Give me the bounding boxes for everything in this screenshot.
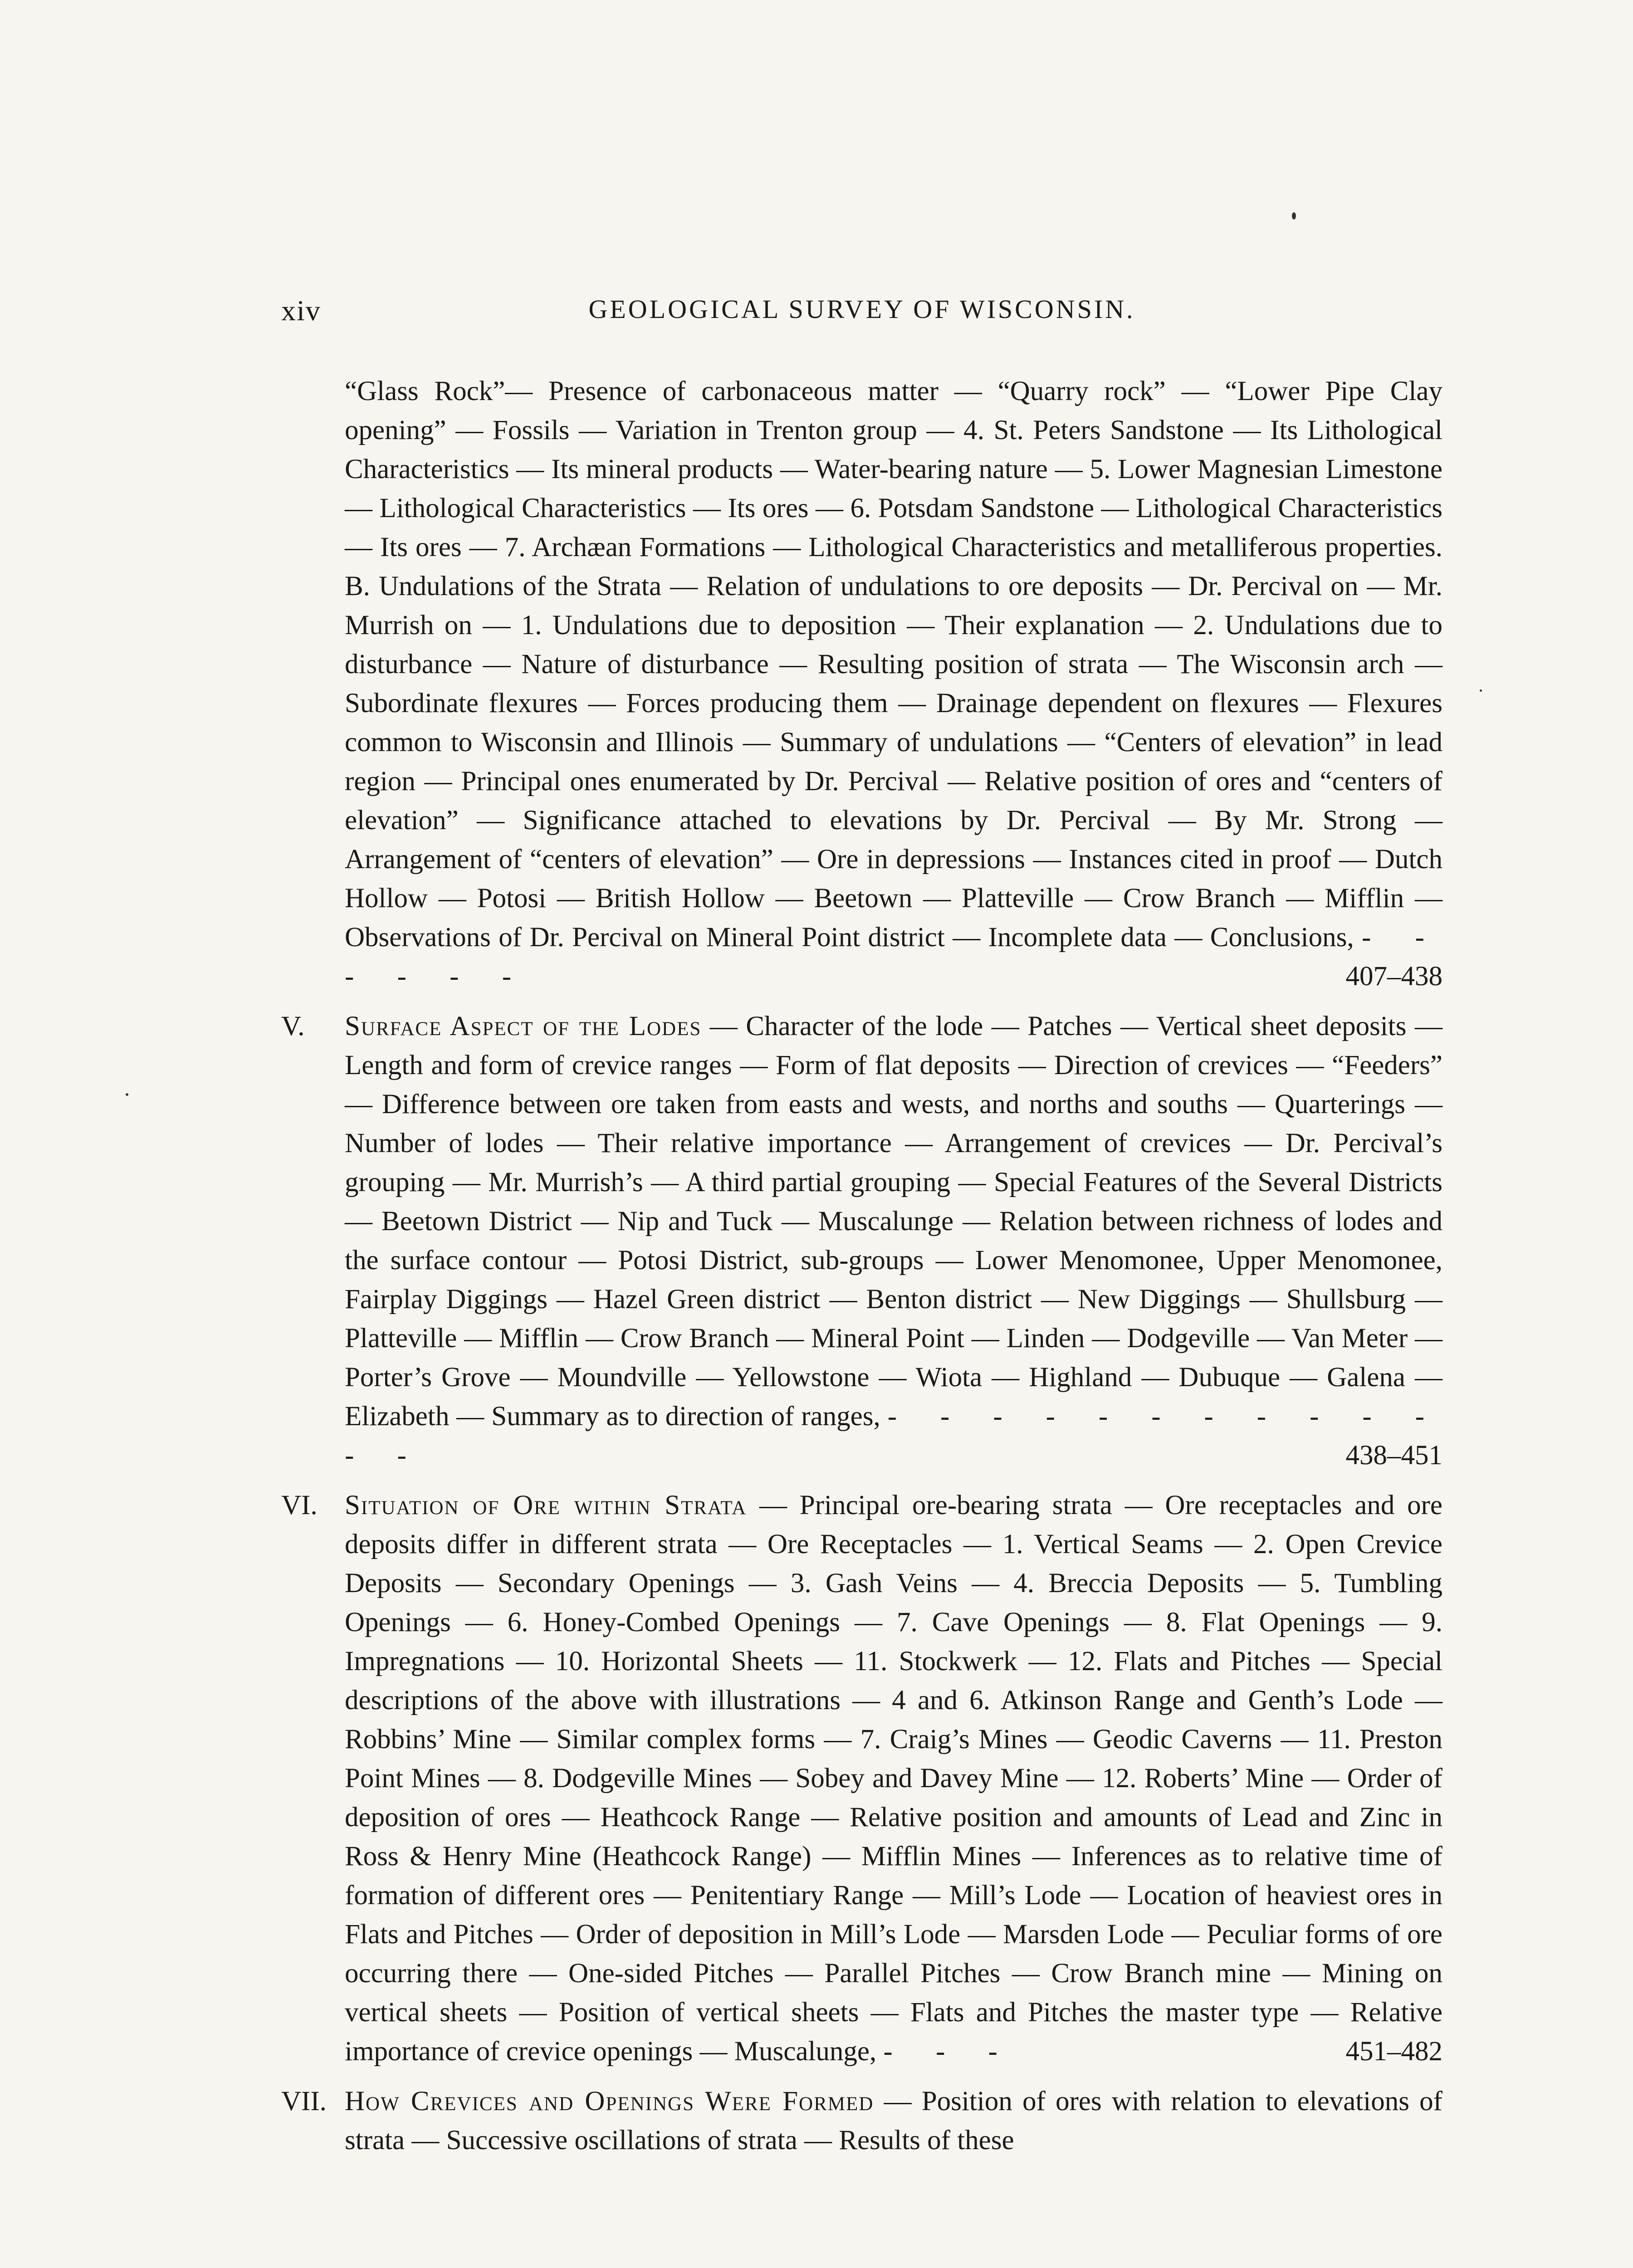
section-entry-v [281,1007,1442,1475]
section-numeral: VII. [281,2086,327,2116]
entry-text: — Character of the lode — Patches — Vertical sheet deposits — Length and form of crevice ranges — Form of flat deposits — Direction of crevices — “Feeders” — Difference between ore taken from easts and wests, and norths and souths — Quarterings — Number of lodes — Their relative importance — Arrangement of crevices — Dr. Percival’s grouping — Mr. Murrish’s — A third partial grouping — Special Features of the Several Districts — Beetown District — Nip and Tuck — Muscalunge — Relation between richness of lodes and the surface contour — Potosi District, sub-groups — Lower Menomonee, Upper Menomonee, Fairplay Diggings — Hazel Green district — Benton district — New Diggings — Shullsburg — Platteville — Mifflin — Crow Branch — Mineral Point — Linden — Dodgeville — Van Meter — Porter’s Grove — Moundville — Yellowstone — Wiota — Highland — Dubuque — Galena — Elizabeth — Summary as to direction of ranges, [345,1011,1443,1432]
ink-speck [126,1093,128,1096]
page-range: 438–451 [1345,1440,1442,1471]
table-of-contents-body [281,372,1442,2171]
dot-leader: - - - [883,2036,1016,2067]
entry-text: — Principal ore-bearing strata — Ore receptacles and ore deposits differ in different strata — Ore Receptacles — 1. Vertical Seams — 2. Open Crevice Deposits — Secondary Openings — 3. Gash Veins — 4. Breccia Deposits — 5. Tumbling Openings — 6. Honey-Combed Openings — 7. Cave Openings — 8. Flat Openings — 9. Impregnations — 10. Horizontal Sheets — 11. Stockwerk — 12. Flats and Pitches — Special descriptions of the above with illustrations — 4 and 6. Atkinson Range and Genth’s Lode — Robbins’ Mine — Similar complex forms — 7. Craig’s Mines — Geodic Caverns — 11. Preston Point Mines — 8. Dodgeville Mines — Sobey and Davey Mine — 12. Roberts’ Mine — Order of deposition of ores — Heathcock Range — Relative position and amounts of Lead and Zinc in Ross & Henry Mine (Heathcock Range) — Mifflin Mines — Inferences as to relative time of formation of different ores — Penitentiary Range — Mill’s Lode — Location of heaviest ores in Flats and Pitches — Order of deposition in Mill’s Lode — Marsden Lode — Peculiar forms of ore occurring there — One-sided Pitches — Parallel Pitches — Crow Branch mine — Mining on vertical sheets — Position of vertical sheets — Flats and Pitches the master type — Relative importance of crevice openings — Muscalunge, [345,1490,1442,2067]
section-title: Situation of Ore within Strata [345,1490,747,1520]
section-title: Surface Aspect of the Lodes [345,1011,702,1041]
section-entry-vii [281,2082,1442,2160]
section-title: How Crevices and Openings Were Formed [345,2086,874,2116]
page-range: 407–438 [1345,961,1442,992]
ink-speck [1292,212,1296,220]
page-number: xiv [281,294,321,327]
running-title: GEOLOGICAL SURVEY OF WISCONSIN. [588,294,1135,324]
page-header [281,294,1442,339]
entry-text: “Glass Rock”— Presence of carbonaceous matter — “Quarry rock” — “Lower Pipe Clay opening” — Fossils — Variation in Trenton group — 4. St. Peters Sandstone — Its Lithological Characteristics — Its mineral products — Water-bearing nature — 5. Lower Magnesian Limestone — Lithological Characteristics — Its ores — 6. Potsdam Sandstone — Lithological Characteristics — Its ores — 7. Archæan Formations — Lithological Characteristics and metalliferous properties. B. Undulations of the Strata — Relation of undulations to ore deposits — Dr. Percival on — Mr. Murrish on — 1. Undulations due to deposition — Their explanation — 2. Undulations due to disturbance — Nature of disturbance — Resulting position of strata — The Wisconsin arch — Subordinate flexures — Forces producing them — Drainage dependent on flexures — Flexures common to Wisconsin and Illinois — Summary of undulations — “Centers of elevation” in lead region — Principal ones enumerated by Dr. Percival — Relative position of ores and “centers of elevation” — Significance attached to elevations by Dr. Percival — By Mr. Strong — Arrangement of “centers of elevation” — Ore in depressions — Instances cited in proof — Dutch Hollow — Potosi — British Hollow — Beetown — Platteville — Crow Branch — Mifflin — Observations of Dr. Percival on Mineral Point district — Incomplete data — Conclusions, [345,376,1442,953]
section-numeral: V. [281,1011,305,1041]
entry-text: — Position of ores with relation to elevations of strata — Successive oscillations of strata — Results of these [345,2086,1442,2156]
continued-entry [281,372,1442,996]
section-numeral: VI. [281,1490,318,1520]
dot-leader: - - - - - - - - - - - - - [345,1401,1443,1471]
dot-leader: - - - - - - [345,922,1442,992]
ink-speck [1480,689,1482,692]
page-range: 451–482 [1345,2036,1442,2067]
section-entry-vi [281,1486,1442,2071]
